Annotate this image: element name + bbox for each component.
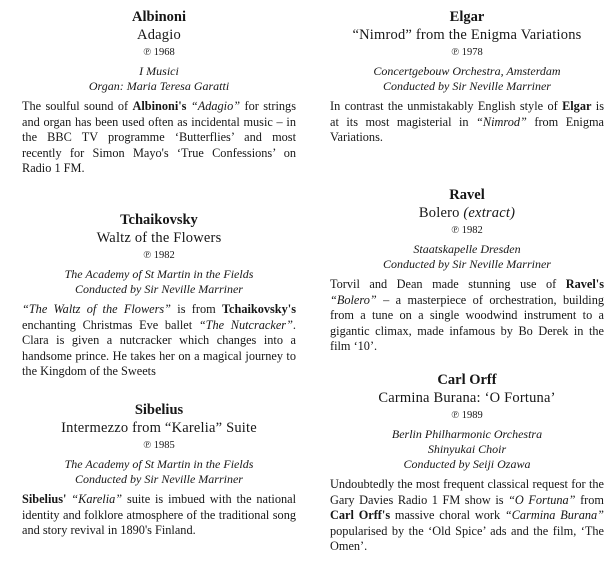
piece-sibelius [22,401,296,539]
description-run: “Adagio” [190,99,241,113]
description-run: from [575,492,604,507]
work-title: Waltz of the Flowers [96,230,222,246]
phonogram-year: ℗ 1982 [143,250,175,261]
description-run: for strings and organ has been used often as incidental music – in the BBC TV programme ‘Butterflies’ and most recently for Simon Mayo's ‘True Confessions’ on Radio 1 FM. [22,99,296,176]
work-title [330,204,604,222]
description-run: is at its most magisterial in [330,99,604,129]
description-run: from Enigma Variations. [330,114,604,145]
work-title: Intermezzo from “Karelia” Suite [61,420,257,436]
description [22,99,296,177]
performer-line: I Musici [139,64,179,78]
description-run: Undoubtedly the most frequent classical request for the Gary Davies Radio 1 FM show is [330,477,604,507]
performers [22,64,296,94]
composer-name: Carl Orff [437,372,497,388]
performer-line: Conducted by Sir Neville Marriner [383,79,551,93]
description-run: Tchaikovsky's [221,302,296,316]
description-run: . Clara is given a nutcracker which changes into a handsome prince. He takes her on a magical journey to the Kingdom of the Sweets [22,317,296,379]
performer-line: Conducted by Sir Neville Marriner [383,257,551,271]
description-run: popularised by the ‘Old Spice’ ads and the film, ‘The Omen’. [330,523,604,554]
performers [330,427,604,472]
description-run: “O Fortuna” [508,492,576,507]
description-run: In contrast the unmistakably English style of [330,99,563,113]
performer-line: Staatskapelle Dresden [413,242,521,256]
description-run: Torvil and Dean made stunning use of [330,277,566,291]
description-run: “Karelia” [71,492,123,506]
work-title: Carmina Burana: ‘O Fortuna’ [378,390,556,406]
description-run: The soulful sound of [22,99,133,113]
description-run: “Nimrod” [476,114,527,129]
piece-ravel [330,186,604,355]
description-run: “Carmina Burana” [504,508,604,523]
description-run: massive choral work [390,508,505,523]
phonogram-year: ℗ 1985 [143,440,175,451]
performer-line: Berlin Philharmonic Orchestra [391,427,543,441]
performer-line: The Academy of St Martin in the Fields [64,267,254,281]
performer-line: Concertgebouw Orchestra, Amsterdam [373,64,561,78]
composer-name: Sibelius [134,402,184,418]
phonogram-year: ℗ 1982 [451,225,483,236]
description-run: Carl Orff's [330,508,391,523]
phonogram-year: ℗ 1968 [143,47,175,58]
performer-line: Shinyukai Choir [427,442,507,456]
performer-line: The Academy of St Martin in the Fields [64,457,254,471]
composer-name: Ravel [449,187,485,203]
performer-line: Conducted by Sir Neville Marriner [75,472,243,486]
performer-line: Conducted by Sir Neville Marriner [75,282,243,296]
performers [330,242,604,272]
phonogram-year: ℗ 1989 [451,410,483,421]
performers [22,457,296,487]
piece-elgar [330,8,604,146]
description [330,277,604,355]
description-run: “The Nutcracker” [198,317,293,332]
description-run: is from [171,302,222,316]
description-run: Sibelius' [22,492,67,506]
piece-albinoni [22,8,296,177]
performer-line: Organ: Maria Teresa Garatti [88,79,230,93]
description-run: Albinoni's [132,99,187,113]
work-title-extra: (extract) [463,205,516,221]
work-title: “Nimrod” from the Enigma Variations [352,27,582,43]
description-run: – a masterpiece of orchestration, building from a tune on a single woodwind instrument to a gigantic climax, made infamous by Bo Derek in the film ‘10’. [330,292,604,354]
work-title: Adagio [137,27,181,43]
description-run: “Bolero” [330,292,377,307]
composer-name: Elgar [449,9,485,25]
description-run: enchanting Christmas Eve ballet [22,317,199,332]
performers [330,64,604,94]
composer-name: Albinoni [132,9,186,25]
piece-tchaikovsky [22,211,296,380]
description-run: Ravel's [565,277,604,291]
description [330,477,604,555]
description [330,99,604,146]
work-title-main: Bolero [418,205,460,221]
description-run: “The Waltz of the Flowers” [22,302,172,316]
piece-carl-orff [330,371,604,555]
description-run: Elgar [562,99,592,113]
description [22,492,296,539]
description [22,302,296,380]
phonogram-year: ℗ 1978 [451,47,483,58]
performers [22,267,296,297]
performer-line: Conducted by Seiji Ozawa [403,457,531,471]
composer-name: Tchaikovsky [120,212,198,228]
description-run: suite is imbued with the national identity and folklore atmosphere of the traditional song and story revival in 1890's Finland. [22,492,296,538]
